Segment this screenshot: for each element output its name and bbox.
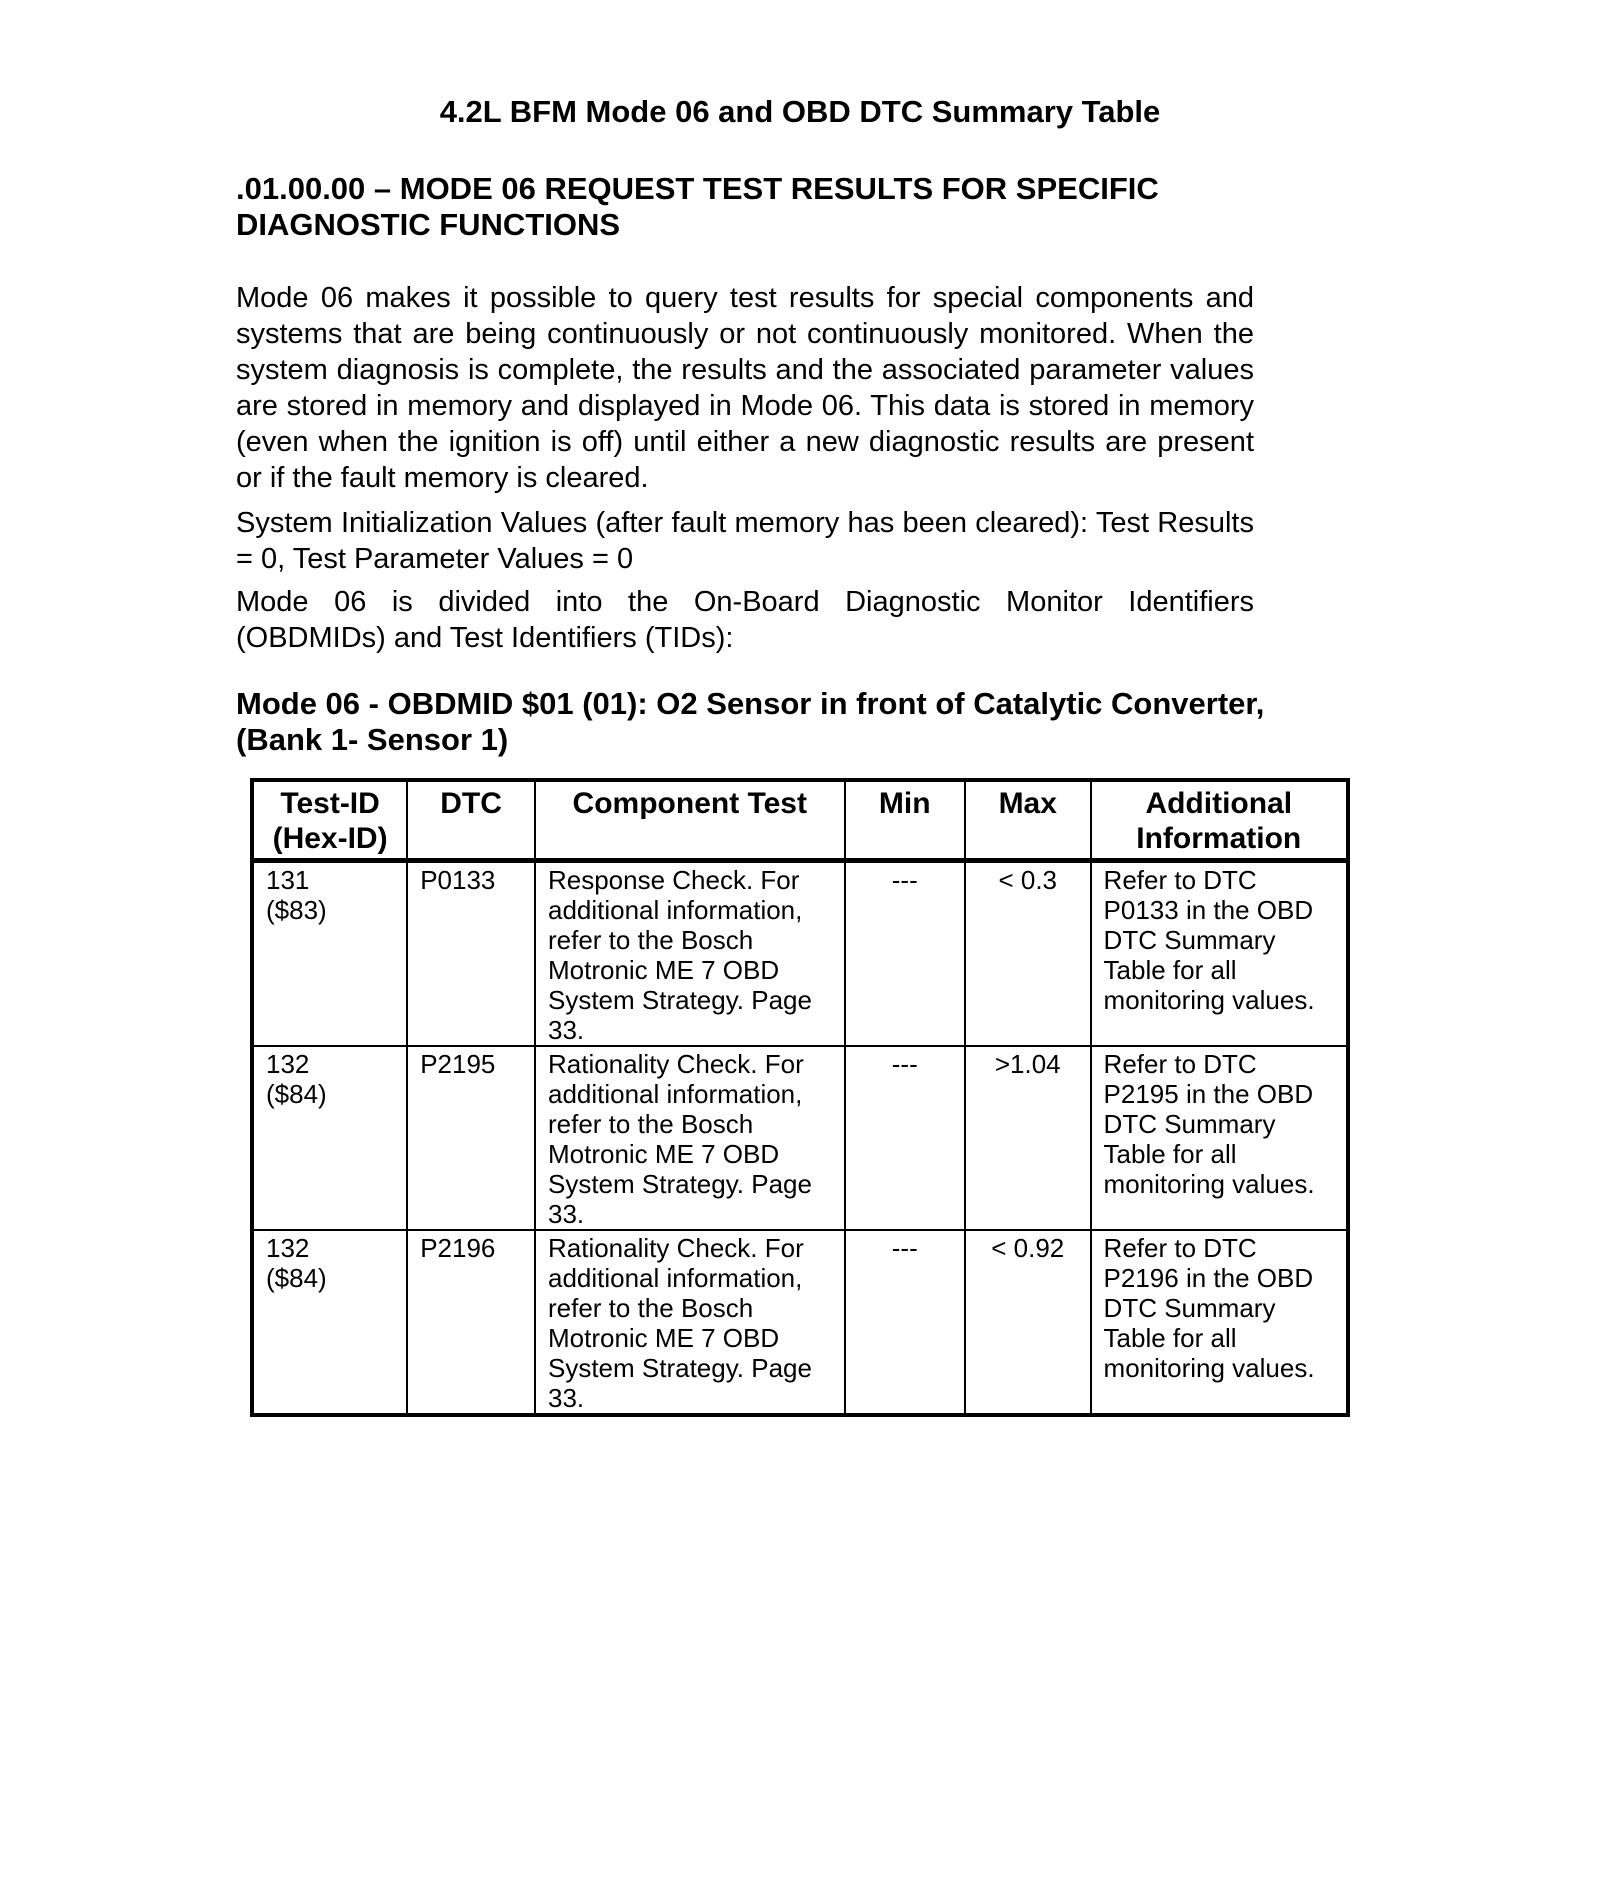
test-id-value: 131 xyxy=(266,865,310,895)
table-header-row xyxy=(252,780,1348,861)
hex-id-value: ($83) xyxy=(266,895,327,925)
cell-test-id xyxy=(252,1046,407,1230)
header-test-id xyxy=(252,780,407,861)
cell-dtc: P0133 xyxy=(407,861,535,1047)
table-row xyxy=(252,1046,1348,1230)
header-dtc: DTC xyxy=(407,780,535,861)
cell-test-id xyxy=(252,1230,407,1415)
cell-min: --- xyxy=(845,861,965,1047)
cell-additional-info: Refer to DTC P0133 in the OBD DTC Summary Table for all monitoring values. xyxy=(1091,861,1348,1047)
cell-min: --- xyxy=(845,1230,965,1415)
page-title: 4.2L BFM Mode 06 and OBD DTC Summary Table xyxy=(439,94,1161,129)
header-additional-information xyxy=(1091,780,1348,861)
cell-dtc: P2195 xyxy=(407,1046,535,1230)
paragraph-initialization-values: System Initialization Values (after fault memory has been cleared): Test Results = 0, Test Parameter Values = 0 xyxy=(236,507,1254,575)
test-id-value: 132 xyxy=(266,1233,310,1263)
section-heading: .01.00.00 – MODE 06 REQUEST TEST RESULTS FOR SPECIFIC DIAGNOSTIC FUNCTIONS xyxy=(236,171,1159,242)
paragraph-obdmid-tid: Mode 06 is divided into the On-Board Diagnostic Monitor Identifiers (OBDMIDs) and Test Identifiers (TIDs): xyxy=(236,586,1254,654)
header-component-test: Component Test xyxy=(535,780,845,861)
cell-max: >1.04 xyxy=(965,1046,1091,1230)
mode06-test-table xyxy=(250,778,1350,1417)
header-additional-line1: Additional xyxy=(1145,787,1293,820)
table-row xyxy=(252,1230,1348,1415)
cell-component-test: Rationality Check. For additional information, refer to the Bosch Motronic ME 7 OBD System Strategy. Page 33. xyxy=(535,1046,845,1230)
header-min: Min xyxy=(845,780,965,861)
hex-id-value: ($84) xyxy=(266,1079,327,1109)
cell-test-id xyxy=(252,861,407,1047)
test-id-value: 132 xyxy=(266,1049,310,1079)
hex-id-value: ($84) xyxy=(266,1263,327,1293)
header-test-id-line1: Test-ID xyxy=(280,787,380,820)
cell-dtc: P2196 xyxy=(407,1230,535,1415)
cell-component-test: Rationality Check. For additional information, refer to the Bosch Motronic ME 7 OBD System Strategy. Page 33. xyxy=(535,1230,845,1415)
cell-additional-info: Refer to DTC P2195 in the OBD DTC Summary Table for all monitoring values. xyxy=(1091,1046,1348,1230)
cell-component-test: Response Check. For additional information, refer to the Bosch Motronic ME 7 OBD System Strategy. Page 33. xyxy=(535,861,845,1047)
paragraph-mode06-intro: Mode 06 makes it possible to query test results for special components and systems that are being continuously or not continuously monitored. When the system diagnosis is complete, the results and the associated parameter values are stored in memory and displayed in Mode 06. This data is stored in memory (even when the ignition is off) until either a new diagnostic results are present or if the fault memory is cleared. xyxy=(236,282,1254,494)
header-max: Max xyxy=(965,780,1091,861)
header-additional-line2: Information xyxy=(1136,822,1302,855)
cell-additional-info: Refer to DTC P2196 in the OBD DTC Summary Table for all monitoring values. xyxy=(1091,1230,1348,1415)
table-heading: Mode 06 - OBDMID $01 (01): O2 Sensor in front of Catalytic Converter, (Bank 1- Sensor 1) xyxy=(236,686,1265,757)
cell-max: < 0.92 xyxy=(965,1230,1091,1415)
cell-max: < 0.3 xyxy=(965,861,1091,1047)
header-test-id-line2: (Hex-ID) xyxy=(272,822,388,855)
table-row xyxy=(252,861,1348,1047)
cell-min: --- xyxy=(845,1046,965,1230)
